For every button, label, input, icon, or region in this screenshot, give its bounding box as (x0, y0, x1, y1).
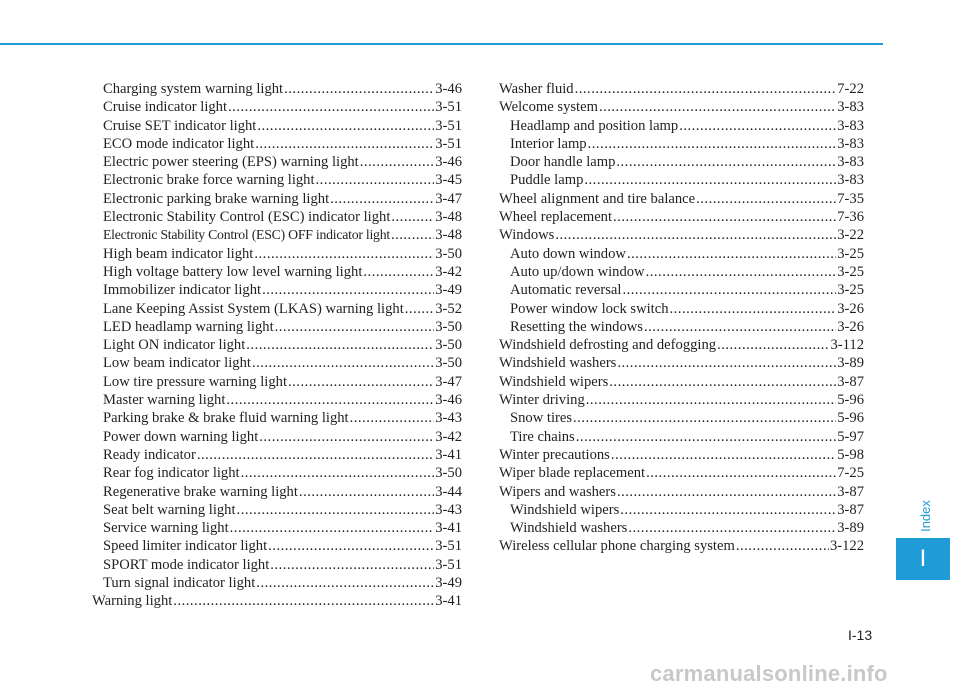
leader-dots (173, 592, 434, 610)
index-entry[interactable] (499, 464, 864, 482)
index-entry-page: 5-97 (837, 428, 864, 445)
leader-dots (646, 263, 837, 281)
index-entry-label: Door handle lamp (510, 154, 616, 171)
index-entry-label: Washer fluid (499, 81, 574, 97)
index-entry-page: 3-26 (837, 318, 864, 335)
index-entry-page: 3-48 (435, 227, 462, 244)
index-entry-label: Wiper blade replacement (499, 465, 646, 482)
index-entry-page: 3-43 (435, 410, 462, 427)
index-entry[interactable] (499, 501, 864, 519)
leader-dots (259, 428, 434, 446)
index-entry[interactable] (499, 537, 864, 555)
index-entry-page: 3-50 (435, 245, 462, 262)
index-entry[interactable] (92, 519, 462, 537)
leader-dots (617, 354, 836, 372)
index-entry[interactable] (92, 391, 462, 409)
index-entry[interactable] (92, 117, 462, 135)
leader-dots (627, 245, 836, 263)
leader-dots (622, 281, 836, 299)
index-entry-page: 3-45 (435, 172, 462, 189)
index-entry-label: High beam indicator light (103, 245, 254, 262)
index-entry[interactable] (92, 135, 462, 153)
index-entry[interactable] (92, 80, 462, 98)
leader-dots (613, 208, 836, 226)
index-entry[interactable] (499, 263, 864, 281)
index-entry[interactable] (92, 300, 462, 318)
index-entry[interactable] (92, 537, 462, 555)
index-entry-label: Immobilizer indicator light (103, 282, 262, 299)
index-entry-label: Master warning light (103, 392, 226, 409)
index-entry-label: Charging system warning light (103, 81, 284, 97)
leader-dots (360, 153, 435, 171)
index-entry[interactable] (92, 556, 462, 574)
index-entry[interactable] (92, 281, 462, 299)
index-entry-label: Turn signal indicator light (103, 575, 256, 592)
index-entry-label: Headlamp and position lamp (510, 117, 679, 134)
index-entry-label: Rear fog indicator light (103, 465, 240, 482)
index-entry-page: 3-43 (435, 501, 462, 518)
index-entry[interactable] (499, 519, 864, 537)
index-entry[interactable] (92, 226, 462, 244)
index-entry-page: 7-36 (837, 209, 864, 226)
index-entry-page: 3-50 (435, 337, 462, 354)
index-entry-page: 3-83 (837, 172, 864, 189)
index-entry-label: Windshield wipers (499, 373, 609, 390)
leader-dots (241, 464, 435, 482)
index-entry-page: 3-51 (435, 117, 462, 134)
index-entry-label: Auto up/down window (510, 263, 645, 280)
index-entry-page: 3-52 (435, 300, 462, 317)
leader-dots (350, 409, 435, 427)
index-entry-label: Service warning light (103, 520, 229, 537)
index-entry-page: 3-25 (837, 282, 864, 299)
index-entry[interactable] (92, 336, 462, 354)
leader-dots (616, 153, 836, 171)
index-entry-label: LED headlamp warning light (103, 318, 274, 335)
index-entry[interactable] (499, 98, 864, 116)
index-entry-label: Welcome system (499, 99, 598, 116)
index-entry-label: Resetting the windows (510, 318, 643, 335)
index-entry-label: Speed limiter indicator light (103, 538, 268, 555)
leader-dots (226, 391, 434, 409)
index-entry[interactable] (92, 153, 462, 171)
index-entry[interactable] (499, 300, 864, 318)
index-entry-page: 3-83 (837, 154, 864, 171)
index-entry-label: Automatic reversal (510, 282, 622, 299)
index-entry[interactable] (499, 409, 864, 427)
leader-dots (588, 135, 837, 153)
leader-dots (736, 537, 829, 555)
index-entry-page: 3-48 (435, 209, 462, 226)
leader-dots (617, 483, 836, 501)
index-entry-page: 3-89 (837, 355, 864, 372)
index-entry[interactable] (499, 80, 864, 98)
index-entry-label: Low beam indicator light (103, 355, 251, 372)
index-entry[interactable] (92, 263, 462, 281)
leader-dots (268, 537, 434, 555)
leader-dots (573, 409, 836, 427)
index-entry-page: 3-50 (435, 465, 462, 482)
index-entry[interactable] (499, 336, 864, 354)
leader-dots (230, 519, 435, 537)
index-entry-page: 3-46 (435, 392, 462, 409)
watermark-text: carmanualsonline.info (650, 661, 888, 686)
index-entry-label: Electric power steering (EPS) warning light (103, 154, 359, 171)
index-entry-label: Windshield defrosting and defogging (499, 337, 717, 354)
leader-dots (609, 373, 836, 391)
index-entry-page: 3-44 (435, 483, 462, 500)
leader-dots (644, 318, 836, 336)
leader-dots (256, 574, 434, 592)
leader-dots (555, 226, 836, 244)
leader-dots (330, 190, 434, 208)
leader-dots (628, 519, 836, 537)
leader-dots (646, 464, 836, 482)
index-entry-label: SPORT mode indicator light (103, 556, 270, 573)
index-entry-page: 3-41 (435, 520, 462, 537)
index-entry[interactable] (92, 318, 462, 336)
index-entry[interactable] (499, 483, 864, 501)
index-entry-label: Windshield wipers (510, 501, 620, 518)
index-entry[interactable] (499, 391, 864, 409)
index-entry-page: 7-22 (837, 81, 864, 97)
index-entry[interactable] (92, 171, 462, 189)
index-entry-label: Parking brake & brake fluid warning light (103, 410, 349, 427)
index-entry-label: Winter precautions (499, 446, 610, 463)
index-entry-label: Winter driving (499, 392, 585, 409)
index-entry-label: Light ON indicator light (103, 337, 246, 354)
leader-dots (316, 171, 435, 189)
index-entry[interactable] (92, 190, 462, 208)
index-entry-page: 3-83 (837, 99, 864, 116)
index-entry-label: Low tire pressure warning light (103, 373, 287, 390)
index-entry-label: Ready indicator (103, 446, 196, 463)
index-entry-label: Interior lamp (510, 135, 587, 152)
leader-dots (299, 483, 434, 501)
index-entry-label: Wheel alignment and tire balance (499, 190, 696, 207)
index-entry[interactable] (92, 208, 462, 226)
index-entry-page: 3-49 (435, 282, 462, 299)
leader-dots (584, 171, 836, 189)
index-entry-page: 3-47 (435, 373, 462, 390)
index-entry-page: 5-96 (837, 392, 864, 409)
index-entry[interactable] (92, 354, 462, 372)
index-entry[interactable] (92, 98, 462, 116)
index-entry-page: 3-87 (837, 373, 864, 390)
leader-dots (284, 80, 434, 98)
section-label-index: Index (917, 500, 933, 532)
index-entry-page: 3-51 (435, 556, 462, 573)
index-entry-label: Puddle lamp (510, 172, 584, 189)
index-entry-page: 3-51 (435, 538, 462, 555)
leader-dots (679, 117, 836, 135)
index-column-left (92, 80, 462, 611)
index-column-right (499, 80, 864, 556)
header-rule (0, 43, 883, 45)
index-entry[interactable] (499, 153, 864, 171)
index-entry[interactable] (499, 281, 864, 299)
index-entry-label: Electronic Stability Control (ESC) indicator light (103, 209, 391, 226)
index-entry-label: Wheel replacement (499, 209, 613, 226)
index-entry-page: 3-122 (829, 538, 864, 555)
index-entry-label: Warning light (92, 593, 173, 610)
leader-dots (262, 281, 434, 299)
index-entry-page: 3-42 (435, 428, 462, 445)
index-entry-page: 7-25 (837, 465, 864, 482)
index-entry-page: 3-89 (837, 520, 864, 537)
index-entry-label: Electronic parking brake warning light (103, 190, 330, 207)
index-entry-page: 7-35 (837, 190, 864, 207)
index-entry[interactable] (499, 135, 864, 153)
index-entry-page: 3-50 (435, 355, 462, 372)
index-entry[interactable] (499, 373, 864, 391)
leader-dots (252, 354, 434, 372)
index-entry-label: Regenerative brake warning light (103, 483, 298, 500)
leader-dots (391, 226, 434, 244)
index-entry-page: 3-87 (837, 501, 864, 518)
index-entry-page: 3-46 (435, 81, 462, 97)
index-entry-page: 3-87 (837, 483, 864, 500)
index-entry[interactable] (499, 354, 864, 372)
leader-dots (270, 556, 434, 574)
index-entry-page: 3-26 (837, 300, 864, 317)
index-entry[interactable] (499, 318, 864, 336)
section-tab-letter[interactable]: I (896, 538, 950, 580)
index-entry-page: 3-50 (435, 318, 462, 335)
index-entry-label: Windshield washers (499, 355, 617, 372)
index-entry[interactable] (92, 464, 462, 482)
leader-dots (257, 117, 434, 135)
index-entry-label: Windows (499, 227, 555, 244)
index-entry[interactable] (499, 428, 864, 446)
index-entry-page: 3-25 (837, 263, 864, 280)
index-entry[interactable] (499, 208, 864, 226)
index-entry[interactable] (92, 574, 462, 592)
index-entry[interactable] (499, 117, 864, 135)
index-entry-label: Snow tires (510, 410, 573, 427)
index-entry-label: Electronic brake force warning light (103, 172, 315, 189)
index-entry[interactable] (92, 409, 462, 427)
leader-dots (275, 318, 435, 336)
leader-dots (576, 428, 837, 446)
index-entry-label: Seat belt warning light (103, 501, 236, 518)
index-entry-page: 3-49 (435, 575, 462, 592)
index-entry[interactable] (499, 446, 864, 464)
index-entry[interactable] (92, 446, 462, 464)
index-entry-page: 3-47 (435, 190, 462, 207)
index-entry-page: 3-46 (435, 154, 462, 171)
index-entry[interactable] (92, 428, 462, 446)
index-entry[interactable] (499, 226, 864, 244)
index-entry-label: High voltage battery low level warning light (103, 263, 363, 280)
index-entry-label: Power down warning light (103, 428, 259, 445)
leader-dots (255, 135, 434, 153)
index-entry-page: 3-83 (837, 117, 864, 134)
index-entry[interactable] (92, 373, 462, 391)
index-entry-label: Electronic Stability Control (ESC) OFF indicator light (103, 227, 390, 243)
leader-dots (228, 98, 434, 116)
index-entry-label: Wipers and washers (499, 483, 616, 500)
leader-dots (254, 245, 434, 263)
leader-dots (620, 501, 836, 519)
index-entry-page: 3-25 (837, 245, 864, 262)
index-entry[interactable] (92, 592, 462, 610)
index-entry-page: 3-51 (435, 99, 462, 116)
index-entry-label: Wireless cellular phone charging system (499, 538, 735, 555)
index-entry-page: 5-96 (837, 410, 864, 427)
page-number: I-13 (848, 627, 873, 643)
leader-dots (197, 446, 434, 464)
leader-dots (586, 391, 836, 409)
index-entry-page: 3-41 (435, 446, 462, 463)
index-entry-page: 3-22 (837, 227, 864, 244)
index-entry-page: 5-98 (837, 446, 864, 463)
index-entry-page: 3-51 (435, 135, 462, 152)
leader-dots (717, 336, 829, 354)
index-entry[interactable] (92, 483, 462, 501)
leader-dots (599, 98, 836, 116)
leader-dots (363, 263, 434, 281)
leader-dots (670, 300, 837, 318)
index-entry-label: Power window lock switch (510, 300, 669, 317)
leader-dots (696, 190, 836, 208)
index-entry-label: Lane Keeping Assist System (LKAS) warning light (103, 300, 404, 317)
index-entry-label: Tire chains (510, 428, 575, 445)
index-entry-label: Auto down window (510, 245, 626, 262)
leader-dots (405, 300, 434, 318)
leader-dots (288, 373, 434, 391)
index-entry[interactable] (92, 501, 462, 519)
leader-dots (575, 80, 837, 98)
index-entry-page: 3-83 (837, 135, 864, 152)
index-entry[interactable] (499, 171, 864, 189)
index-entry[interactable] (499, 190, 864, 208)
index-entry-page: 3-42 (435, 263, 462, 280)
leader-dots (391, 208, 434, 226)
index-entry[interactable] (92, 245, 462, 263)
index-entry[interactable] (499, 245, 864, 263)
leader-dots (246, 336, 434, 354)
leader-dots (237, 501, 435, 519)
index-entry-label: Windshield washers (510, 520, 628, 537)
index-entry-page: 3-112 (830, 337, 864, 354)
index-entry-page: 3-41 (435, 593, 462, 610)
index-entry-label: Cruise indicator light (103, 99, 228, 116)
index-entry-label: Cruise SET indicator light (103, 117, 257, 134)
leader-dots (611, 446, 836, 464)
index-entry-label: ECO mode indicator light (103, 135, 255, 152)
